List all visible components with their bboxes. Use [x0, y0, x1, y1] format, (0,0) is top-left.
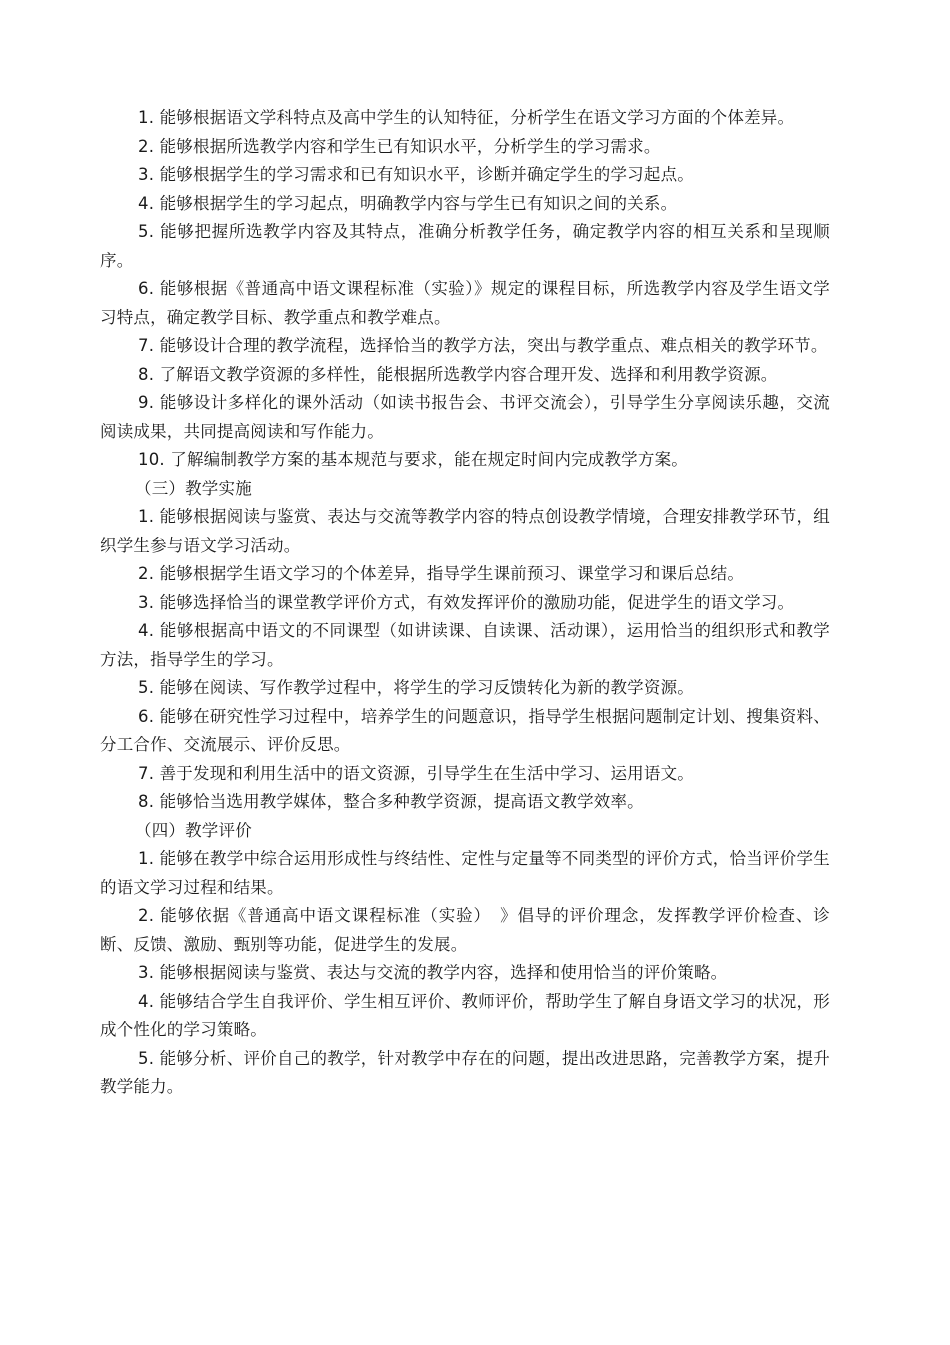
list-item: 5. 能够分析、评价自己的教学，针对教学中存在的问题，提出改进思路，完善教学方案，提升教学能力。: [100, 1048, 830, 1096]
list-item: 2. 能够根据所选教学内容和学生已有知识水平，分析学生的学习需求。: [138, 136, 661, 156]
list-item: 10. 了解编制教学方案的基本规范与要求，能在规定时间内完成教学方案。: [138, 450, 688, 469]
list-item: 4. 能够结合学生自我评价、学生相互评价、教师评价，帮助学生了解自身语文学习的状况，形成个性化的学习策略。: [100, 991, 830, 1039]
list-item: 3. 能够根据阅读与鉴赏、表达与交流的教学内容，选择和使用恰当的评价策略。: [138, 963, 728, 982]
section-heading-teaching-implementation: （三）教学实施: [135, 478, 252, 498]
list-item: 2. 能够依据《普通高中语文课程标准（实验） 》倡导的评价理念，发挥教学评价检查、诊断、反馈、激励、甄别等功能，促进学生的发展。: [100, 906, 830, 954]
list-item: 3. 能够根据学生的学习需求和已有知识水平，诊断并确定学生的学习起点。: [138, 165, 694, 184]
list-item: 9. 能够设计多样化的课外活动（如读书报告会、书评交流会），引导学生分享阅读乐趣，交流阅读成果，共同提高阅读和写作能力。: [100, 393, 830, 441]
list-item: 7. 能够设计合理的教学流程，选择恰当的教学方法，突出与教学重点、难点相关的教学环节。: [138, 336, 828, 355]
document-body: [100, 104, 830, 1102]
list-item: 2. 能够根据学生语文学习的个体差异，指导学生课前预习、课堂学习和课后总结。: [138, 564, 745, 583]
list-item: 1. 能够在教学中综合运用形成性与终结性、定性与定量等不同类型的评价方式，恰当评价学生的语文学习过程和结果。: [100, 849, 830, 897]
list-item: 6. 能够根据《普通高中语文课程标准（实验）》规定的课程目标，所选教学内容及学生语文学习特点，确定教学目标、教学重点和教学难点。: [100, 279, 830, 327]
list-item: 1. 能够根据阅读与鉴赏、表达与交流等教学内容的特点创设教学情境，合理安排教学环节，组织学生参与语文学习活动。: [100, 507, 830, 555]
list-item: 1. 能够根据语文学科特点及高中学生的认知特征，分析学生在语文学习方面的个体差异。: [138, 108, 795, 127]
list-item: 6. 能够在研究性学习过程中，培养学生的问题意识，指导学生根据问题制定计划、搜集资料、分工合作、交流展示、评价反思。: [100, 706, 830, 754]
list-item: 5. 能够在阅读、写作教学过程中，将学生的学习反馈转化为新的教学资源。: [138, 678, 694, 697]
list-item: 4. 能够根据学生的学习起点，明确教学内容与学生已有知识之间的关系。: [138, 193, 678, 213]
section-heading-teaching-evaluation: （四）教学评价: [135, 820, 252, 840]
list-item: 3. 能够选择恰当的课堂教学评价方式，有效发挥评价的激励功能，促进学生的语文学习。: [138, 592, 795, 612]
list-item: 5. 能够把握所选教学内容及其特点，准确分析教学任务，确定教学内容的相互关系和呈现顺序。: [100, 222, 830, 270]
list-item: 7. 善于发现和利用生活中的语文资源，引导学生在生活中学习、运用语文。: [138, 763, 694, 783]
list-item: 8. 能够恰当选用教学媒体，整合多种教学资源，提高语文教学效率。: [138, 792, 644, 811]
list-item: 8. 了解语文教学资源的多样性，能根据所选教学内容合理开发、选择和利用教学资源。: [138, 364, 778, 384]
list-item: 4. 能够根据高中语文的不同课型（如讲读课、自读课、活动课），运用恰当的组织形式和教学方法，指导学生的学习。: [100, 621, 830, 669]
